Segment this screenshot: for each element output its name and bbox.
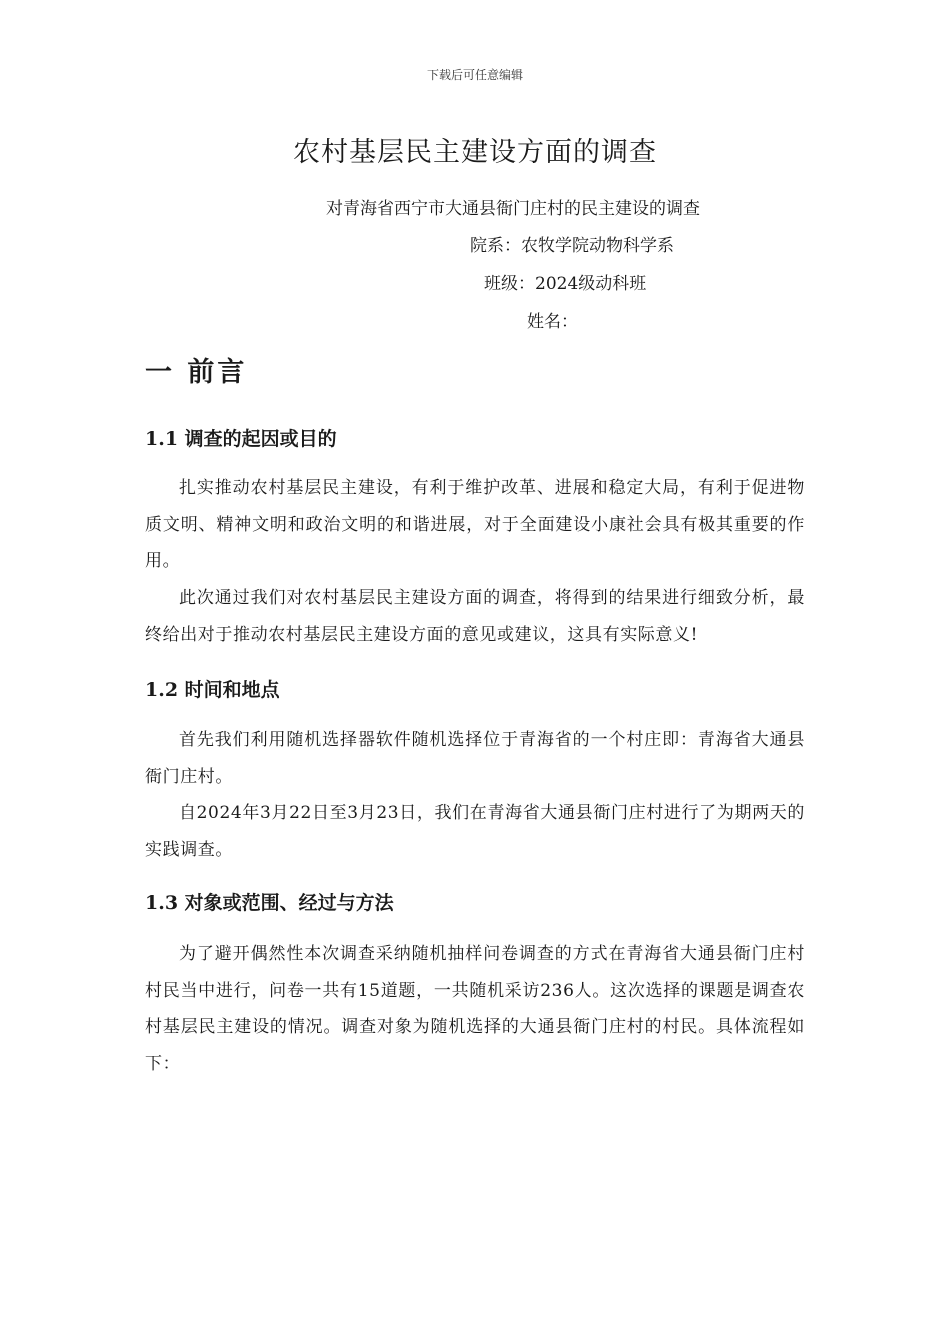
department-line: 院系：农牧学院动物科学系 <box>470 236 674 256</box>
paragraph: 首先我们利用随机选择器软件随机选择位于青海省的一个村庄即：青海省大通县衙门庄村。 <box>145 730 805 787</box>
subsection-heading-time-place: 1.2 时间和地点 <box>145 679 280 701</box>
paragraph: 扎实推动农村基层民主建设，有利于维护改革、进展和稳定大局，有利于促进物质文明、精神文明和政治文明的和谐进展，对于全面建设小康社会具有极其重要的作用。 <box>145 478 805 571</box>
document-title: 农村基层民主建设方面的调查 <box>293 137 657 168</box>
subsection-heading-purpose: 1.1 调查的起因或目的 <box>145 428 337 450</box>
document-subtitle: 对青海省西宁市大通县衙门庄村的民主建设的调查 <box>326 199 700 219</box>
header-note: 下载后可任意编辑 <box>426 68 523 82</box>
paragraph: 此次通过我们对农村基层民主建设方面的调查，将得到的结果进行细致分析，最终给出对于推动农村基层民主建设方面的意见或建议，这具有实际意义! <box>145 588 805 645</box>
class-line: 班级：2024级动科班 <box>484 274 647 294</box>
name-line: 姓名： <box>527 312 578 332</box>
paragraph: 为了避开偶然性本次调查采纳随机抽样问卷调查的方式在青海省大通县衙门庄村村民当中进行，问卷一共有15道题，一共随机采访236人。这次选择的课题是调查农村基层民主建设的情况。调查对象为随机选择的大通县衙门庄村的村民。具体流程如下： <box>145 944 805 1074</box>
section-heading-preface: 一 前言 <box>145 357 248 388</box>
subsection-heading-method: 1.3 对象或范围、经过与方法 <box>145 892 394 914</box>
paragraph: 自2024年3月22日至3月23日，我们在青海省大通县衙门庄村进行了为期两天的实践调查。 <box>145 803 805 860</box>
